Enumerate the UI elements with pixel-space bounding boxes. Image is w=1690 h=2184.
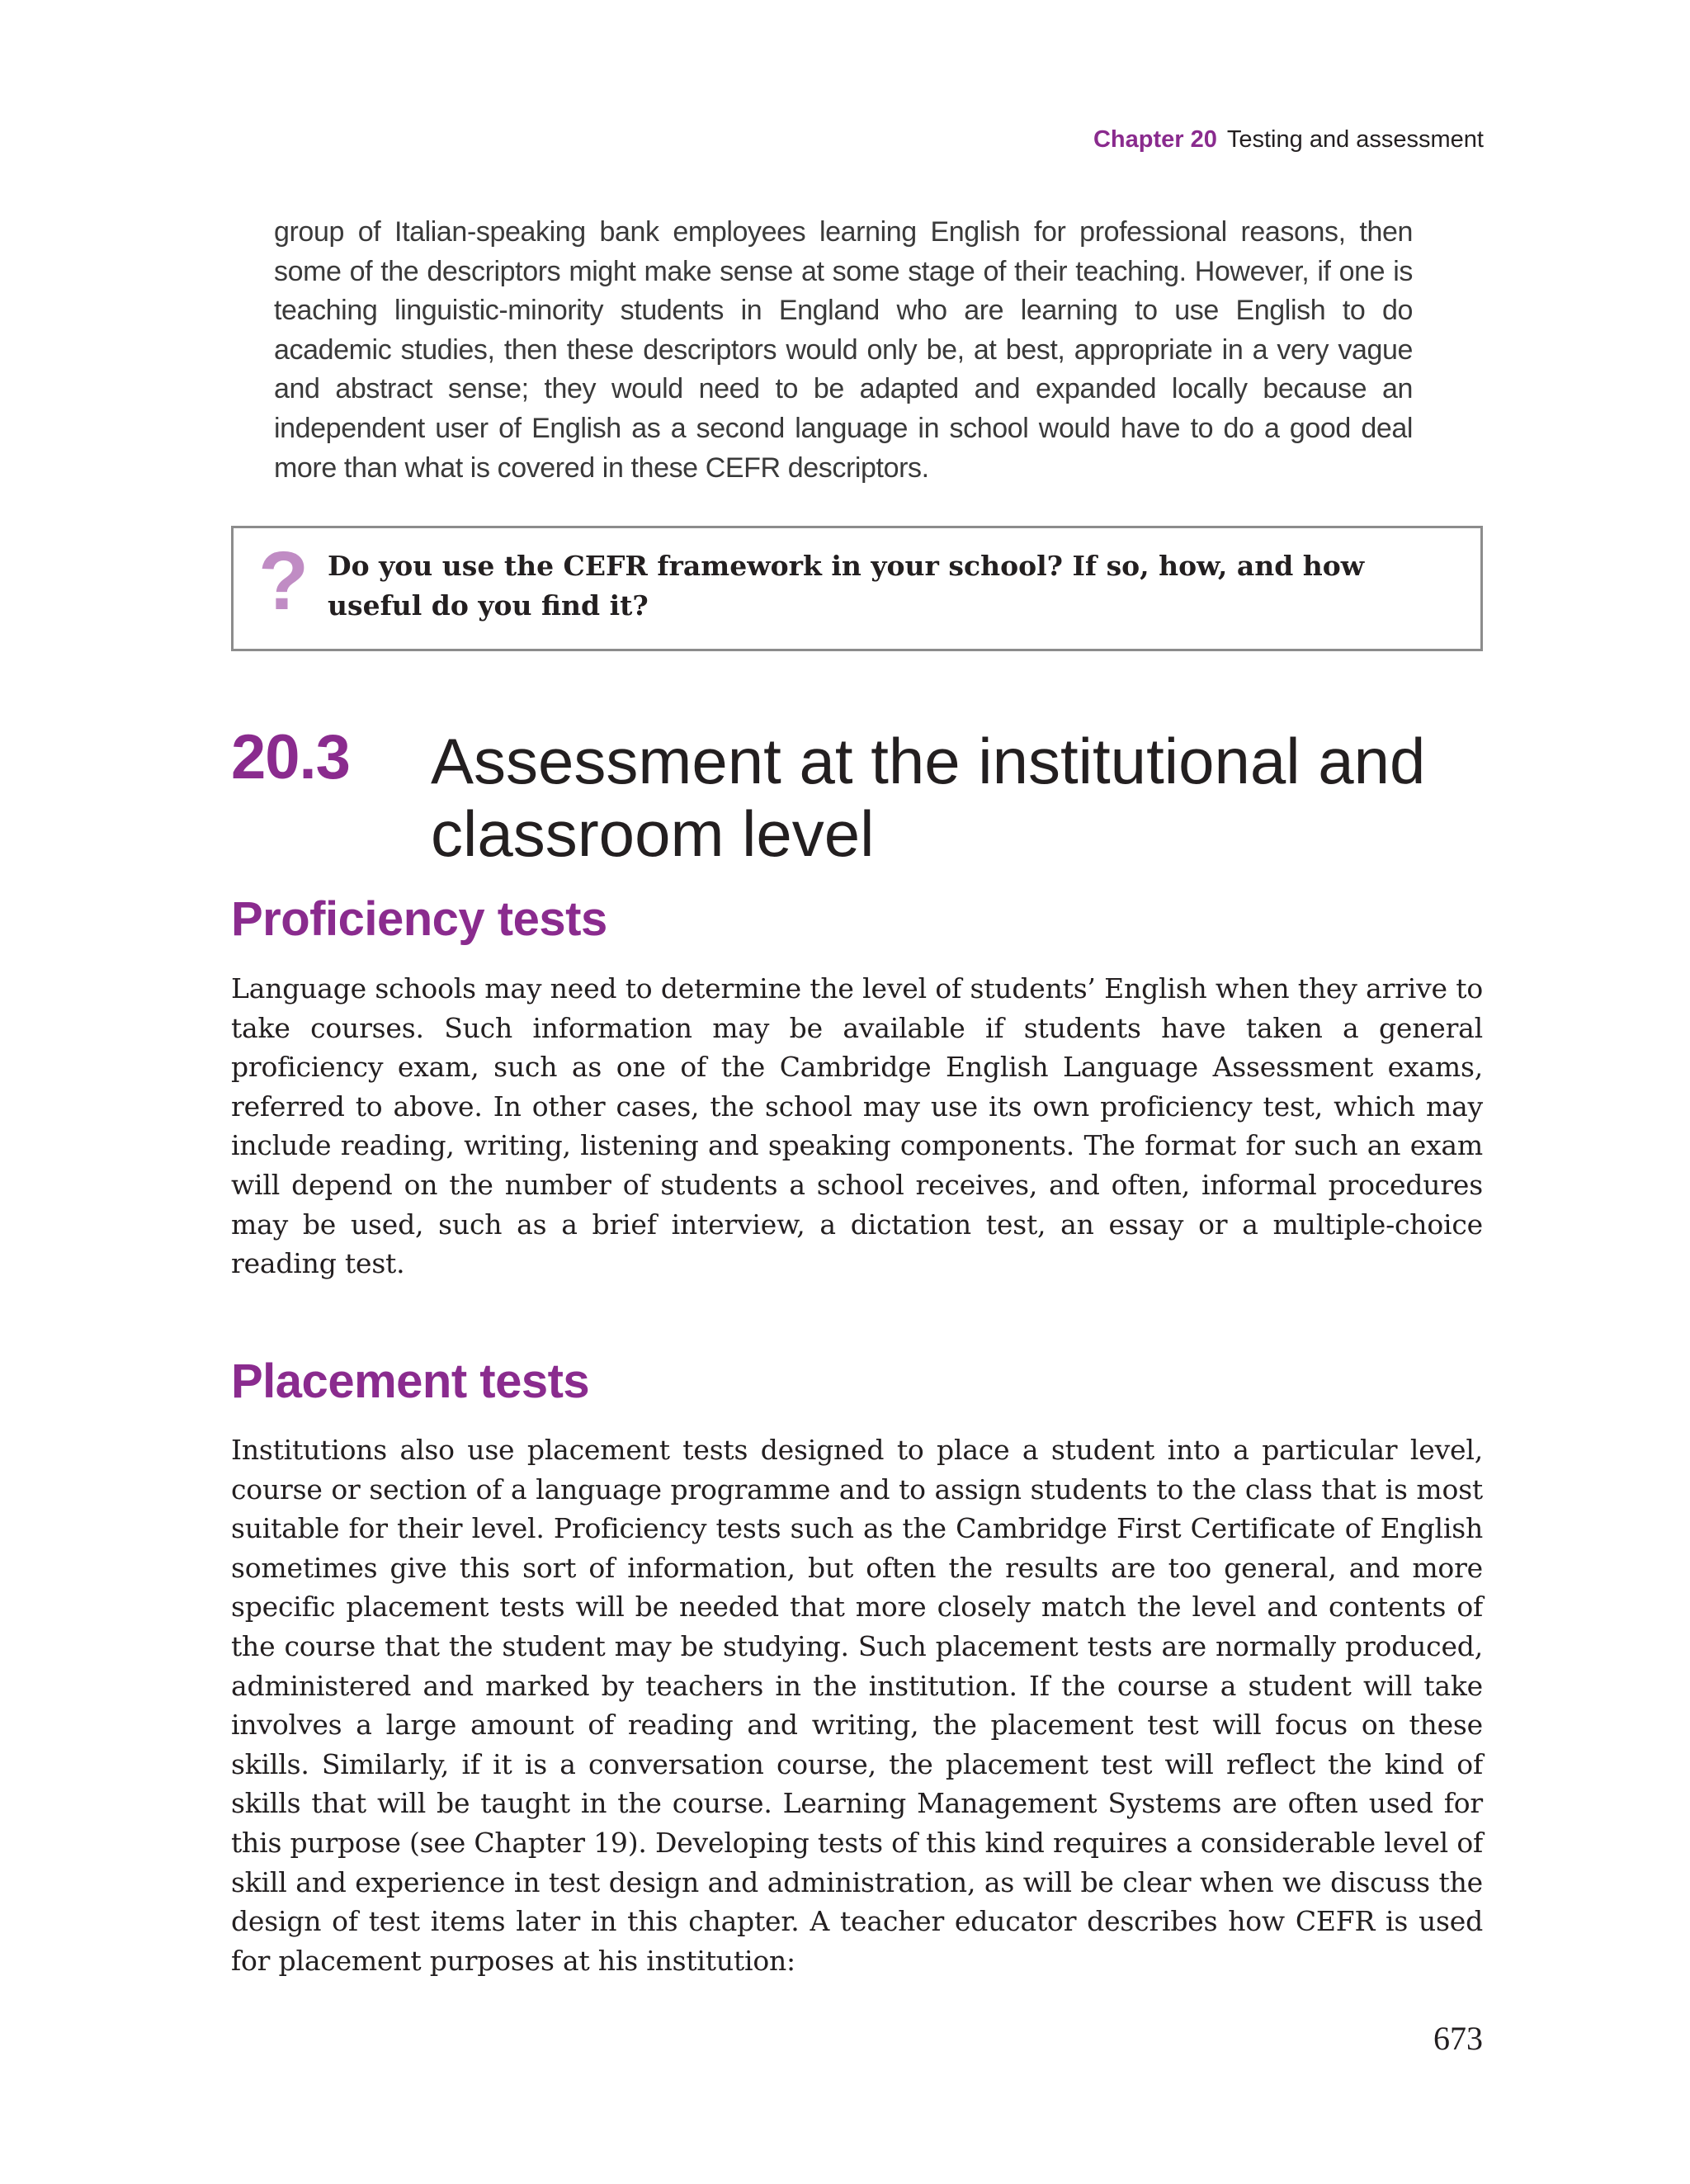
running-head <box>1093 126 1484 154</box>
reflection-question-box <box>231 526 1483 651</box>
section-title: Assessment at the institutional and classroom level <box>431 725 1426 870</box>
placement-tests-heading: Placement tests <box>231 1354 590 1408</box>
placement-tests-paragraph: Institutions also use placement tests designed to place a student into a particular level, course or section of a language programme and to assign students to the class that is most suitable for their level. Proficiency tests such as the Cambridge First Certificate of English sometimes give this sort of information, but often the results are too general, and more specific placement tests will be needed that more closely match the level and contents of the course that the student may be studying. Such placement tests are normally produced, administered and marked by teachers in the institution. If the course a student will take involves a large amount of reading and writing, the placement test will focus on these skills. Similarly, if it is a conversation course, the placement test will reflect the kind of skills that will be taught in the course. Learning Management Systems are often used for this purpose (see Chapter 19). Developing tests of this kind requires a considerable level of skill and experience in test design and administration, as will be clear when we discuss the design of test items later in this chapter. A teacher educator describes how CEFR is used for placement purposes at his institution: <box>231 1434 1483 1977</box>
chapter-title: Testing and assessment <box>1226 126 1484 153</box>
question-mark-icon: ? <box>258 535 309 627</box>
proficiency-tests-paragraph: Language schools may need to determine the level of students’ English when they arrive to take courses. Such information may be available if students have taken a general proficiency exam, such as one of the Cambridge English Language Assessment exams, referred to above. In other cases, the school may use its own proficiency test, which may include reading, writing, listening and speaking components. The format for such an exam will depend on the number of students a school receives, and often, informal procedures may be used, such as a brief interview, a dictation test, an essay or a multiple-choice reading test. <box>231 972 1483 1280</box>
reflection-question-text: Do you use the CEFR framework in your school? If so, how, and how useful do you find it? <box>328 550 1365 622</box>
section-number: 20.3 <box>231 722 350 792</box>
proficiency-tests-heading: Proficiency tests <box>231 892 607 946</box>
page-number: 673 <box>1433 2020 1483 2057</box>
chapter-label: Chapter 20 <box>1093 126 1217 153</box>
continued-paragraph: group of Italian-speaking bank employees learning English for professional reasons, then some of the descriptors might make sense at some stage of their teaching. However, if one is teaching linguistic-minority students in England who are learning to use English to do academic studies, then these descriptors would only be, at best, appropriate in a very vague and abstract sense; they would need to be adapted and expanded locally because an independent user of English as a second language in school would have to do a good deal more than what is covered in these CEFR descriptors. <box>274 216 1413 484</box>
